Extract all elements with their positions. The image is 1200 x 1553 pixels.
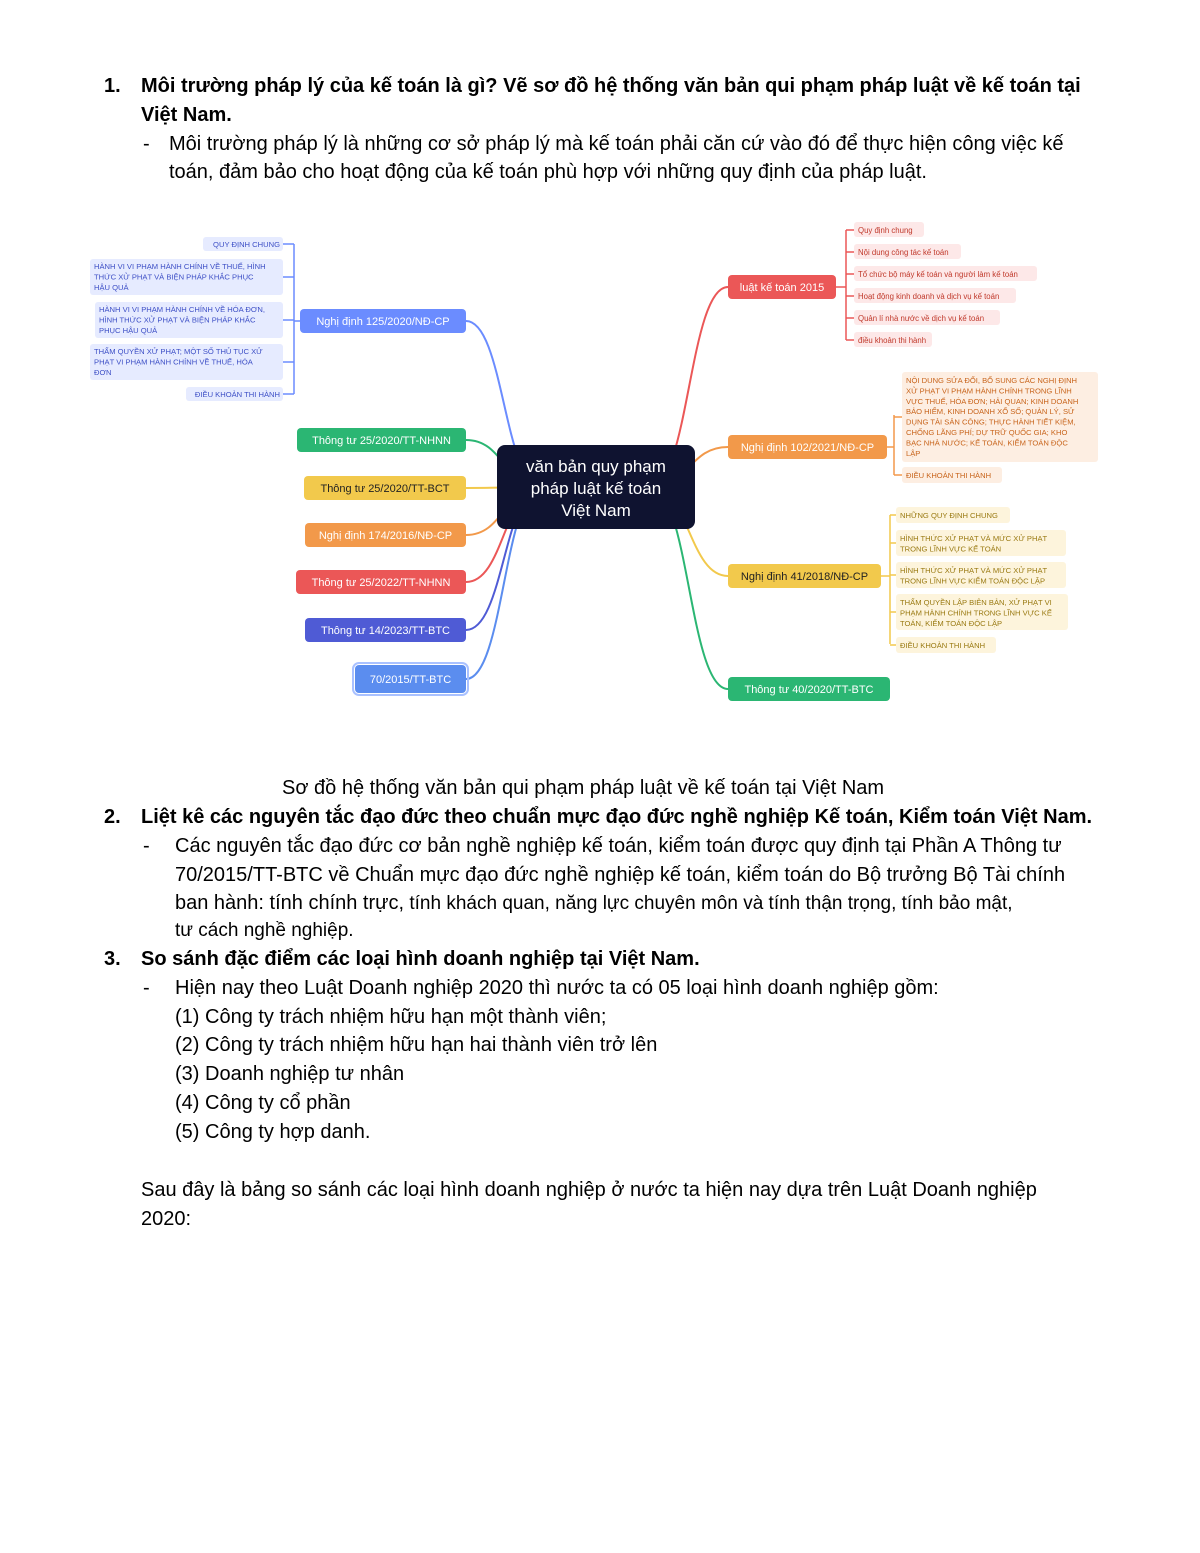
q2-answer-line3-rest: tính khách quan, năng lực chuyên môn và tính thận trọng, tính bảo mật, (404, 893, 1013, 914)
law-2015-subitem-1 (854, 222, 924, 237)
left-branch-node-label: Thông tư 14/2023/TT-BTC (320, 625, 451, 637)
law-2015-subitem-label: Tổ chức bộ máy kế toán và người làm kế toán (858, 270, 1018, 279)
q3-item-4: (4) Công ty cổ phần (175, 1092, 351, 1114)
right-branch-node-label: Thông tư 40/2020/TT-BTC (744, 684, 874, 696)
left-branch-node-label: Nghị định 174/2016/NĐ-CP (318, 530, 453, 542)
law-2015-subitem-5 (854, 310, 1000, 325)
q2-answer-line1: Các nguyên tắc đạo đức cơ bản nghề nghiệp kế toán, kiểm toán được quy định tại Phần A Thông tư (175, 835, 1062, 857)
q3-closing-line2: 2020: (141, 1208, 192, 1230)
decree-125-subitem-5 (186, 387, 283, 401)
decree-125-subitem-label: ĐIỀU KHOẢN THI HÀNH (194, 390, 280, 399)
decree-41-subitem-label: HÌNH THỨC XỬ PHẠT VÀ MỨC XỬ PHẠT TRONG LĨNH VỰC KẾ TOÁN (900, 534, 1048, 554)
left-branch-node-label: Thông tư 25/2020/TT-BCT (320, 483, 450, 495)
decree-102-subitem-2 (902, 467, 1002, 483)
decree-125-subitem-1 (203, 237, 283, 251)
q1-number: 1. (104, 75, 121, 97)
decree-41-subitem-label: NHỮNG QUY ĐỊNH CHUNG (900, 511, 998, 520)
q3-title: So sánh đặc điểm các loại hình doanh nghiệp tại Việt Nam. (141, 948, 700, 970)
q2-title: Liệt kê các nguyên tắc đạo đức theo chuẩn mực đạo đức nghề nghiệp Kế toán, Kiểm toán Việt Nam. (141, 806, 1093, 828)
right-branch-node-4 (728, 677, 890, 701)
right-branch-node-1 (728, 275, 836, 299)
left-branch-node-label: Thông tư 25/2020/TT-NHNN (312, 435, 451, 447)
decree-41-subitem-5 (896, 637, 996, 653)
decree-41-subitem-label: THẨM QUYỀN LẬP BIÊN BẢN, XỬ PHẠT VI PHẠM HÀNH CHÍNH TRONG LĨNH VỰC KẾ TOÁN, KIỂM TOÁN ĐỘC LẬP (900, 598, 1052, 628)
q3-item-3: (3) Doanh nghiệp tư nhân (175, 1063, 405, 1085)
law-2015-subitem-3 (854, 266, 1037, 281)
decree-125-subitem-2 (90, 259, 283, 295)
decree-125-subitem-label: HÀNH VI VI PHẠM HÀNH CHÍNH VỀ THUẾ, HÌNH THỨC XỬ PHẠT VÀ BIỆN PHÁP KHẮC PHỤC HẬU QUẢ (94, 262, 266, 292)
left-branch-node-7 (353, 663, 468, 695)
q1-title-line2: Việt Nam. (141, 104, 232, 126)
decree-41-subitem-3 (896, 562, 1066, 588)
q2-answer-dash: - (143, 835, 150, 857)
decree-125-subitem-3 (95, 302, 283, 338)
q2-answer-line2: 70/2015/TT-BTC về Chuẩn mực đạo đức nghề nghiệp kế toán, kiểm toán do Bộ trưởng Bộ Tài chính (175, 864, 1066, 886)
left-branch-node-4 (305, 523, 466, 547)
q3-closing-line1: Sau đây là bảng so sánh các loại hình doanh nghiệp ở nước ta hiện nay dựa trên Luật Doanh nghiệp (141, 1179, 1037, 1201)
mindmap-caption: Sơ đồ hệ thống văn bản qui phạm pháp luật về kế toán tại Việt Nam (282, 777, 885, 799)
q3-item-1: (1) Công ty trách nhiệm hữu hạn một thành viên; (175, 1006, 607, 1028)
decree-102-subitem-1 (902, 372, 1098, 462)
left-branch-node-label: Thông tư 25/2022/TT-NHNN (311, 577, 451, 589)
decree-41-subitem-1 (896, 507, 1010, 523)
q2-answer-line4: tư cách nghề nghiệp. (175, 920, 354, 941)
law-2015-subitem-4 (854, 288, 1016, 303)
right-branch-node-label: luật kế toán 2015 (739, 282, 825, 294)
law-2015-subitem-2 (854, 244, 961, 259)
law-2015-subitem-label: điều khoản thi hành (858, 336, 927, 345)
law-2015-subitem-label: Nội dung công tác kế toán (858, 248, 949, 257)
left-branch-node-6 (305, 618, 466, 642)
left-branch-node-3 (304, 476, 466, 500)
q1-title-line1: Môi trường pháp lý của kế toán là gì? Vẽ sơ đồ hệ thống văn bản qui phạm pháp luật về kế toán tại (141, 75, 1081, 97)
decree-125-subitem-label: HÀNH VI VI PHẠM HÀNH CHÍNH VỀ HÓA ĐƠN, HÌNH THỨC XỬ PHẠT VÀ BIỆN PHÁP KHẮC PHỤC HẬU QUẢ (99, 305, 266, 335)
q3-item-5: (5) Công ty hợp danh. (175, 1121, 371, 1143)
right-branch-node-3 (728, 564, 881, 588)
law-2015-subitem-label: Hoạt động kinh doanh và dịch vụ kế toán (858, 292, 1000, 301)
law-2015-subitem-label: Quy định chung (858, 226, 913, 235)
decree-41-subitem-4 (896, 594, 1068, 630)
decree-125-subitem-4 (90, 344, 283, 380)
right-branch-node-2 (728, 435, 887, 459)
q3-intro: Hiện nay theo Luật Doanh nghiệp 2020 thì nước ta có 05 loại hình doanh nghiệp gồm: (175, 977, 939, 999)
decree-41-subitem-label: ĐIỀU KHOẢN THI HÀNH (900, 641, 986, 650)
left-branch-node-1 (300, 309, 466, 333)
decree-41-subitem-2 (896, 530, 1066, 556)
q1-answer-dash: - (143, 133, 150, 155)
q3-answer-dash: - (143, 977, 150, 999)
q2-answer-line3-bold: ban hành: tính chính trực, (175, 892, 405, 914)
decree-41-subitem-label: HÌNH THỨC XỬ PHẠT VÀ MỨC XỬ PHẠT TRONG LĨNH VỰC KIỂM TOÁN ĐỘC LẬP (900, 566, 1048, 586)
right-branch-node-label: Nghị định 102/2021/NĐ-CP (740, 442, 875, 454)
right-branch-node-label: Nghị định 41/2018/NĐ-CP (740, 571, 869, 583)
decree-102-subitem-label: ĐIỀU KHOẢN THI HÀNH (906, 471, 992, 480)
q1-answer-line1: Môi trường pháp lý là những cơ sở pháp lý mà kế toán phải căn cứ vào đó để thực hiện công việc kế (169, 133, 1064, 155)
decree-125-subitem-label: THẨM QUYỀN XỬ PHẠT; MỘT SỐ THỦ TỤC XỬ PHẠT VI PHẠM HÀNH CHÍNH VỀ THUẾ, HÓA ĐƠN (94, 347, 263, 377)
mindmap-nodes (90, 222, 1098, 701)
decree-102-subitem-label: NỘI DUNG SỬA ĐỔI, BỔ SUNG CÁC NGHỊ ĐỊNH XỬ PHẠT VI PHẠM HÀNH CHÍNH TRONG LĨNH VỰC THUẾ, HÓA ĐƠN; HẢI QUAN; KINH DOANH BẢO HIỂM, KINH DOANH XỔ SỐ; QUẢN LÝ, SỬ DỤNG TÀI SẢN CÔNG; THỰC HÀNH TIẾT KIỆM, CHỐNG LÃNG PHÍ; DỰ TRỮ QUỐC GIA; KHO BẠC NHÀ NƯỚC; KẾ TOÁN, KIỂM TOÁN ĐỘC LẬP (906, 376, 1079, 458)
q1-answer-line2: toán, đảm bảo cho hoạt động của kế toán phù hợp với những quy định của pháp luật. (169, 161, 927, 183)
legal-system-mindmap (0, 200, 1200, 720)
law-2015-subitem-6 (854, 332, 932, 347)
law-2015-subitem-label: Quản lí nhà nước về dịch vụ kế toán (858, 314, 985, 323)
q2-number: 2. (104, 806, 121, 828)
decree-125-subitem-label: QUY ĐỊNH CHUNG (213, 240, 280, 249)
left-branch-node-5 (296, 570, 466, 594)
q3-number: 3. (104, 948, 121, 970)
left-branch-node-label: 70/2015/TT-BTC (369, 674, 452, 686)
left-branch-node-2 (297, 428, 466, 452)
q3-item-2: (2) Công ty trách nhiệm hữu hạn hai thành viên trở lên (175, 1034, 658, 1056)
center-node-label: văn bản quy phạm pháp luật kế toán Việt Nam (526, 457, 666, 520)
q2-answer-line3 (175, 889, 1013, 918)
left-branch-node-label: Nghị định 125/2020/NĐ-CP (316, 316, 450, 328)
center-node (497, 445, 695, 529)
